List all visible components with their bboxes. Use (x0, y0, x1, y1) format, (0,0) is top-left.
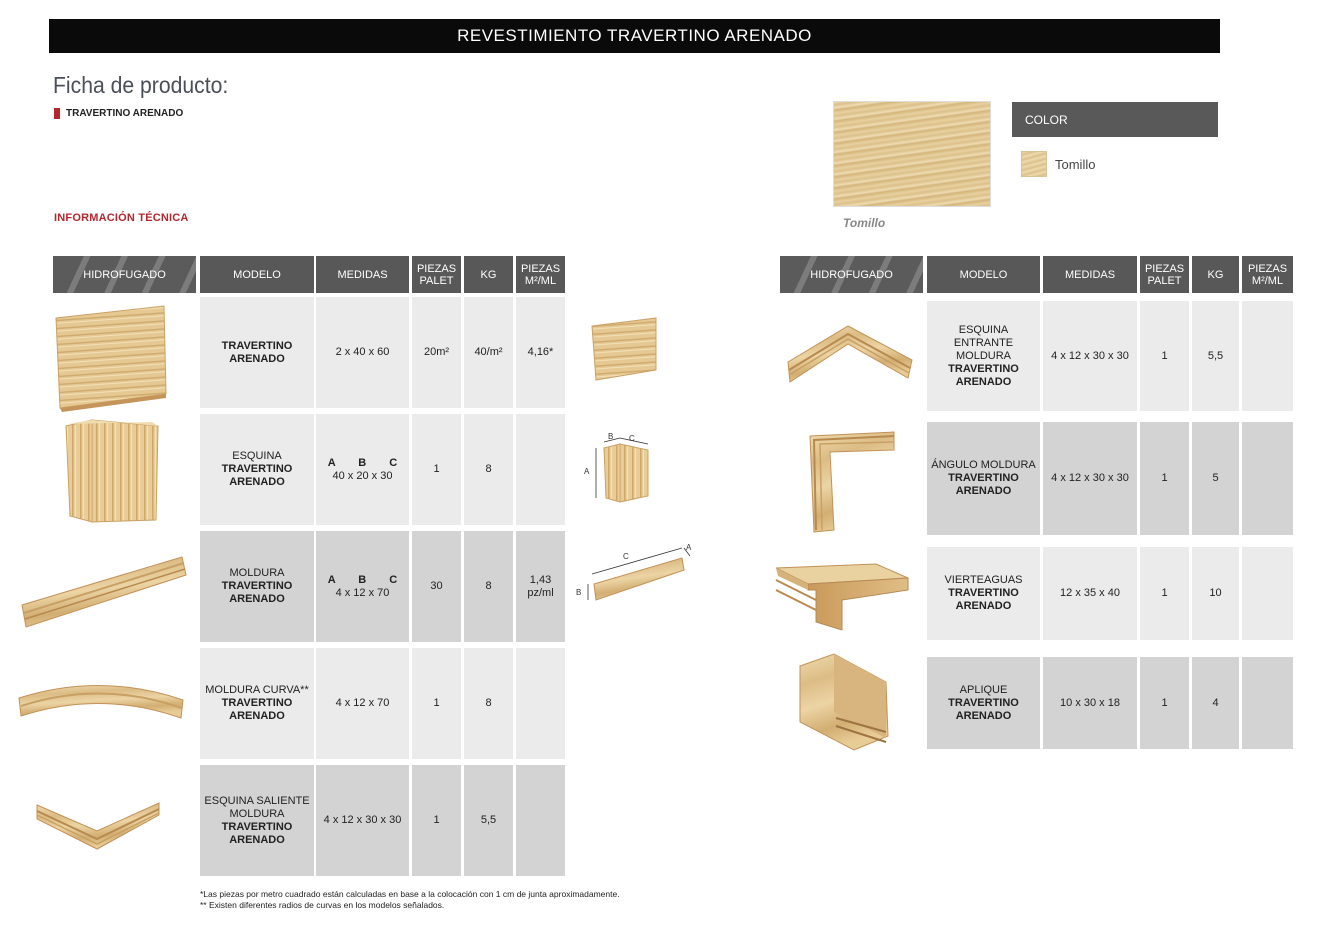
color-chip (1021, 151, 1047, 177)
left-row-5-modelo-bold2: ARENADO (229, 833, 285, 846)
left-row-2-modelo-bold2: ARENADO (229, 476, 285, 488)
left-row-3-medidas-value: 4 x 12 x 70 (335, 586, 390, 599)
left-row-4-m2 (516, 648, 565, 759)
right-row-1-modelo-bold1: TRAVERTINO (948, 362, 1019, 375)
right-row-4-modelo (927, 657, 1040, 749)
header-modelo: MODELO (200, 256, 314, 293)
left-row-5-modelo-bold1: TRAVERTINO (221, 820, 293, 833)
right-row-1-kg: 5,5 (1192, 301, 1239, 411)
left-row-3-modelo-bold2: ARENADO (229, 593, 285, 605)
esquina-entrante-image (784, 322, 916, 386)
header-piezas-m2-line1: PIEZAS (520, 262, 561, 275)
left-row-4-palet: 1 (412, 648, 461, 759)
right-row-4-medidas: 10 x 30 x 18 (1043, 657, 1137, 749)
left-row-3-modelo-bold1: TRAVERTINO (221, 580, 293, 592)
dim-label-b2: B (576, 588, 582, 597)
right-row-4-modelo-bold2: ARENADO (955, 709, 1012, 722)
right-row-3-palet: 1 (1140, 547, 1189, 640)
header-piezas-m2 (516, 256, 565, 293)
travertino-panel-image (52, 302, 170, 412)
right-row-2-modelo-bold1: TRAVERTINO (948, 472, 1019, 484)
product-sheet-title: Ficha de producto: (53, 72, 229, 98)
moldura-dimension-diagram (570, 540, 700, 608)
left-row-1-modelo-bold1: TRAVERTINO (221, 339, 293, 352)
moldura-curva-image (15, 678, 187, 726)
right-header-piezas-palet-line2: PALET (1147, 274, 1182, 287)
right-header-hidrofugado-label: HIDROFUGADO (810, 268, 893, 281)
right-header-piezas-m2-line1: PIEZAS (1247, 262, 1288, 275)
left-row-3-abc: A B C (327, 573, 408, 586)
right-row-4-modelo-line1: APLIQUE (959, 683, 1008, 696)
right-row-3-modelo (927, 547, 1040, 640)
red-marker-icon (54, 108, 60, 119)
right-row-4-kg: 4 (1192, 657, 1239, 749)
header-kg: KG (464, 256, 513, 293)
right-row-4-modelo-bold1: TRAVERTINO (948, 696, 1019, 709)
right-row-3-m2 (1242, 547, 1293, 640)
left-row-3-kg: 8 (464, 531, 513, 642)
right-row-1-medidas: 4 x 12 x 30 x 30 (1043, 301, 1137, 411)
footnote-1: *Las piezas por metro cuadrado están calculadas en base a la colocación con 1 cm de junta aproximadamente. (200, 889, 620, 899)
left-row-4-modelo-line1: MOLDURA CURVA** (205, 684, 309, 696)
product-name: TRAVERTINO ARENADO (66, 108, 184, 119)
left-row-4-modelo-bold2: ARENADO (229, 710, 285, 722)
right-row-1-m2 (1242, 301, 1293, 411)
left-row-1-palet: 20m² (412, 297, 461, 408)
header-hidrofugado-label: HIDROFUGADO (83, 268, 166, 281)
right-row-2-m2 (1242, 422, 1293, 535)
right-row-1-modelo-bold2: ARENADO (955, 375, 1012, 388)
right-row-3-modelo-line1: VIERTEAGUAS (944, 574, 1023, 586)
right-row-3-kg: 10 (1192, 547, 1239, 640)
vierteaguas-image (772, 560, 912, 634)
right-row-3-modelo-bold1: TRAVERTINO (948, 587, 1019, 599)
left-row-2-kg: 8 (464, 414, 513, 525)
left-row-3-palet: 30 (412, 531, 461, 642)
right-row-2-medidas: 4 x 12 x 30 x 30 (1043, 422, 1137, 535)
header-piezas-palet (412, 256, 461, 293)
header-hidrofugado (53, 256, 196, 293)
left-row-2-modelo-bold1: TRAVERTINO (221, 463, 293, 475)
left-row-2-modelo (200, 414, 314, 525)
left-row-5-kg: 5,5 (464, 765, 513, 876)
left-row-2-modelo-line1: ESQUINA (232, 450, 282, 462)
dim-label-a2: A (686, 543, 692, 552)
right-row-3-modelo-bold2: ARENADO (955, 600, 1012, 612)
color-name: Tomillo (1055, 157, 1096, 172)
right-header-piezas-m2 (1242, 256, 1293, 293)
dim-label-a: A (584, 467, 590, 476)
left-row-3-m2: 1,43 pz/ml (516, 531, 565, 642)
dim-label-c: C (629, 434, 635, 443)
right-header-medidas: MEDIDAS (1043, 256, 1137, 293)
esquina-corner-image (62, 418, 162, 528)
left-row-2-palet: 1 (412, 414, 461, 525)
left-row-1-m2: 4,16* (516, 297, 565, 408)
dim-label-b: B (608, 432, 614, 441)
right-row-2-kg: 5 (1192, 422, 1239, 535)
left-row-5-medidas: 4 x 12 x 30 x 30 (316, 765, 409, 876)
left-row-1-medidas: 2 x 40 x 60 (316, 297, 409, 408)
right-header-modelo: MODELO (927, 256, 1040, 293)
angulo-moldura-image (806, 428, 898, 534)
right-row-3-medidas: 12 x 35 x 40 (1043, 547, 1137, 640)
right-header-piezas-m2-line2: M²/ML (1251, 274, 1284, 287)
left-row-5-palet: 1 (412, 765, 461, 876)
left-row-4-modelo-bold1: TRAVERTINO (221, 697, 293, 709)
right-header-piezas-palet-line1: PIEZAS (1144, 262, 1185, 275)
left-row-5-modelo (200, 765, 314, 876)
header-piezas-m2-line2: M²/ML (524, 274, 557, 287)
left-row-1-modelo (200, 297, 314, 408)
footnote-2: ** Existen diferentes radios de curvas en los modelos señalados. (200, 900, 445, 910)
left-row-4-medidas: 4 x 12 x 70 (316, 648, 409, 759)
panel-diagram-image (586, 316, 660, 382)
left-row-3-modelo (200, 531, 314, 642)
left-row-4-modelo (200, 648, 314, 759)
dim-label-c2: C (623, 552, 629, 561)
header-piezas-palet-line1: PIEZAS (416, 262, 457, 275)
color-panel-header: COLOR (1012, 102, 1218, 137)
page-banner: REVESTIMIENTO TRAVERTINO ARENADO (49, 19, 1220, 53)
left-row-2-abc: A B C (327, 456, 408, 469)
left-row-1-modelo-bold2: ARENADO (229, 352, 285, 365)
left-row-3-modelo-line1: MOLDURA (229, 567, 285, 579)
right-row-1-modelo-line1: ESQUINA ENTRANTE MOLDURA (953, 323, 1014, 362)
left-row-5-m2 (516, 765, 565, 876)
right-row-4-palet: 1 (1140, 657, 1189, 749)
right-row-1-palet: 1 (1140, 301, 1189, 411)
right-header-piezas-palet (1140, 256, 1189, 293)
left-row-2-medidas (316, 414, 409, 525)
aplique-image (790, 652, 896, 754)
left-row-4-kg: 8 (464, 648, 513, 759)
left-row-1-kg: 40/m² (464, 297, 513, 408)
technical-info-heading: INFORMACIÓN TÉCNICA (54, 212, 189, 224)
texture-swatch-caption: Tomillo (843, 216, 886, 230)
right-row-1-modelo (927, 301, 1040, 411)
right-row-4-m2 (1242, 657, 1293, 749)
product-sheet-subtitle (54, 108, 183, 119)
texture-swatch (833, 101, 991, 207)
right-row-2-modelo-line1: ÁNGULO MOLDURA (931, 459, 1036, 471)
esquina-dimension-diagram (582, 432, 656, 508)
header-medidas: MEDIDAS (316, 256, 409, 293)
right-row-2-modelo-bold2: ARENADO (955, 485, 1012, 497)
footnotes (200, 889, 620, 911)
header-piezas-palet-line2: PALET (419, 274, 454, 287)
left-row-2-m2 (516, 414, 565, 525)
right-header-hidrofugado (780, 256, 923, 293)
right-row-2-modelo (927, 422, 1040, 535)
right-row-2-palet: 1 (1140, 422, 1189, 535)
left-row-3-medidas (316, 531, 409, 642)
right-header-kg: KG (1192, 256, 1239, 293)
moldura-image (18, 553, 190, 633)
left-row-5-modelo-line1: ESQUINA SALIENTE MOLDURA (204, 794, 310, 820)
esquina-saliente-image (33, 793, 163, 853)
left-row-2-medidas-value: 40 x 20 x 30 (332, 469, 393, 482)
